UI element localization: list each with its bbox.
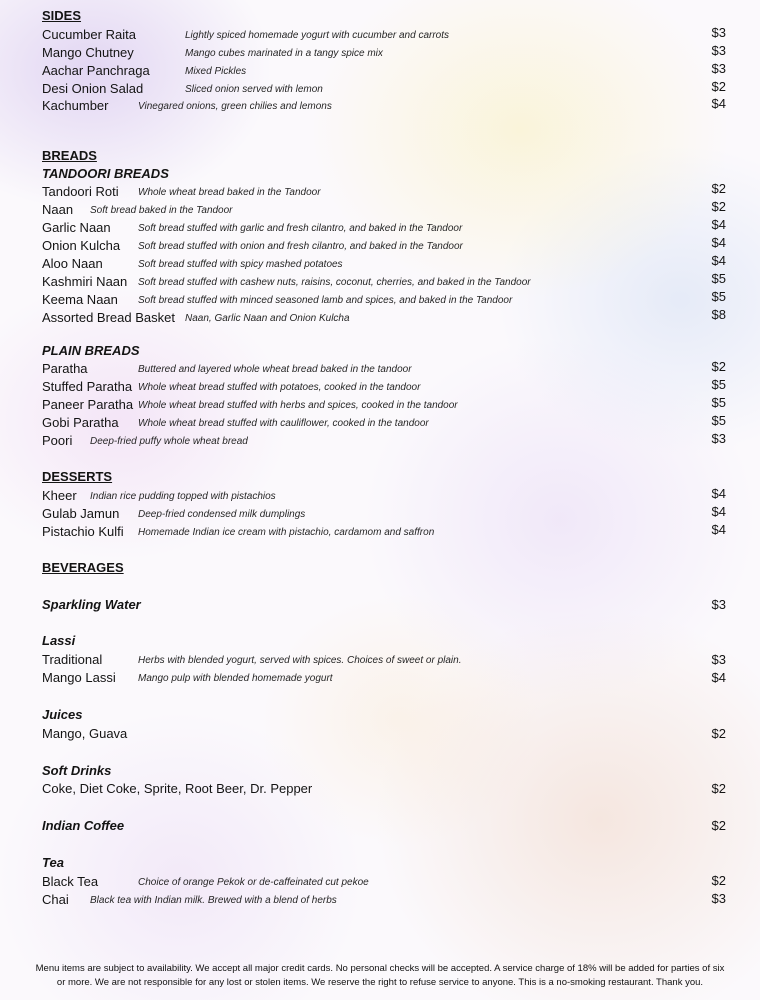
item-description: Whole wheat bread stuffed with cauliflower, cooked in the tandoor <box>138 418 429 429</box>
item-price: $5 <box>711 395 726 410</box>
item-name: Traditional <box>42 652 103 667</box>
item-name: Keema Naan <box>42 292 118 307</box>
footer-line: or more. We are not responsible for any lost or stolen items. We reserve the right to refuse service to anyone. This is a no-smoking restaurant. Thank you. <box>56 977 704 988</box>
item-description: Soft bread stuffed with onion and fresh cilantro, and baked in the Tandoor <box>138 241 463 252</box>
item-description: Sliced onion served with lemon <box>185 84 323 95</box>
item-name: Cucumber Raita <box>42 27 136 42</box>
item-name: Assorted Bread Basket <box>42 310 175 325</box>
item-description: Naan, Garlic Naan and Onion Kulcha <box>185 313 350 324</box>
item-name: Naan <box>42 202 74 217</box>
tandoori-breads-heading: TANDOORI BREADS <box>42 166 169 181</box>
item-description: Deep-fried condensed milk dumplings <box>138 509 306 520</box>
item-price: $3 <box>711 61 726 76</box>
item-price: $3 <box>711 25 726 40</box>
item-name: Kheer <box>42 488 77 503</box>
item-price: $4 <box>711 504 726 519</box>
item-name: Aloo Naan <box>42 256 103 271</box>
item-name: Black Tea <box>42 874 99 889</box>
item-name: Kashmiri Naan <box>42 274 128 289</box>
item-description: Choice of orange Pekok or de-caffeinated cut pekoe <box>138 877 369 888</box>
item-price: $3 <box>711 652 726 667</box>
item-price: $2 <box>711 181 726 196</box>
item-price: $4 <box>711 670 726 685</box>
item-name: Paneer Paratha <box>42 397 134 412</box>
item-price: $4 <box>711 522 726 537</box>
item-description: Mango pulp with blended homemade yogurt <box>138 673 333 684</box>
item-name: Desi Onion Salad <box>42 81 144 96</box>
item-name: Pistachio Kulfi <box>42 524 124 539</box>
item-price: $2 <box>711 79 726 94</box>
item-name: Onion Kulcha <box>42 238 121 253</box>
indian-coffee-heading: Indian Coffee <box>42 818 125 833</box>
item-price: $3 <box>711 43 726 58</box>
item-description: Whole wheat bread stuffed with potatoes, cooked in the tandoor <box>138 382 421 393</box>
footer-line: Menu items are subject to availability. We accept all major credit cards. No personal checks will be accepted. A service charge of 18% will be added for parties of six <box>35 963 725 974</box>
item-price: $4 <box>711 217 726 232</box>
item-description: Soft bread stuffed with minced seasoned lamb and spices, and baked in the Tandoor <box>138 295 513 306</box>
item-name: Poori <box>42 433 73 448</box>
item-name: Tandoori Roti <box>42 184 119 199</box>
item-description: Whole wheat bread stuffed with herbs and spices, cooked in the tandoor <box>138 400 458 411</box>
item-description: Mango cubes marinated in a tangy spice mix <box>185 48 383 59</box>
plain-breads-heading: PLAIN BREADS <box>42 343 140 358</box>
item-price: $2 <box>711 873 726 888</box>
item-price: $5 <box>711 289 726 304</box>
item-description: Indian rice pudding topped with pistachios <box>90 491 276 502</box>
item-price: $2 <box>711 781 726 796</box>
item-price: $2 <box>711 818 726 833</box>
item-description: Soft bread baked in the Tandoor <box>90 205 233 216</box>
item-price: $4 <box>711 253 726 268</box>
footer-notice <box>14 962 746 990</box>
item-description: Mixed Pickles <box>185 66 247 77</box>
breads-heading: BREADS <box>42 148 97 163</box>
item-price: $4 <box>711 235 726 250</box>
item-name: Kachumber <box>42 98 109 113</box>
item-name: Gobi Paratha <box>42 415 119 430</box>
item-description: Herbs with blended yogurt, served with spices. Choices of sweet or plain. <box>138 655 462 666</box>
item-description: Black tea with Indian milk. Brewed with a blend of herbs <box>90 895 337 906</box>
item-price: $5 <box>711 377 726 392</box>
tea-heading: Tea <box>42 855 64 870</box>
item-price: $2 <box>711 726 726 741</box>
item-description: Soft bread stuffed with spicy mashed potatoes <box>138 259 343 270</box>
item-price: $3 <box>711 891 726 906</box>
item-name: Mango Lassi <box>42 670 116 685</box>
item-description: Soft bread stuffed with cashew nuts, raisins, coconut, cherries, and baked in the Tandoor <box>138 277 531 288</box>
item-name: Mango Chutney <box>42 45 134 60</box>
item-name: Mango, Guava <box>42 726 128 741</box>
sparkling-water-heading: Sparkling Water <box>42 597 141 612</box>
item-name: Coke, Diet Coke, Sprite, Root Beer, Dr. Pepper <box>42 781 313 796</box>
item-price: $3 <box>711 431 726 446</box>
item-description: Lightly spiced homemade yogurt with cucumber and carrots <box>185 30 450 41</box>
item-description: Soft bread stuffed with garlic and fresh cilantro, and baked in the Tandoor <box>138 223 463 234</box>
item-price: $5 <box>711 413 726 428</box>
sides-heading: SIDES <box>42 8 82 23</box>
item-name: Aachar Panchraga <box>42 63 150 78</box>
desserts-heading: DESSERTS <box>42 469 113 484</box>
item-name: Paratha <box>42 361 88 376</box>
item-price: $3 <box>711 597 726 612</box>
item-name: Garlic Naan <box>42 220 111 235</box>
item-description: Deep-fried puffy whole wheat bread <box>90 436 248 447</box>
item-price: $2 <box>711 359 726 374</box>
item-description: Buttered and layered whole wheat bread baked in the tandoor <box>138 364 412 375</box>
item-price: $2 <box>711 199 726 214</box>
soft-drinks-heading: Soft Drinks <box>42 763 112 778</box>
item-name: Chai <box>42 892 69 907</box>
item-price: $4 <box>711 486 726 501</box>
item-price: $5 <box>711 271 726 286</box>
beverages-heading: BEVERAGES <box>42 560 124 575</box>
item-name: Gulab Jamun <box>42 506 120 521</box>
item-description: Whole wheat bread baked in the Tandoor <box>138 187 321 198</box>
item-price: $8 <box>711 307 726 322</box>
lassi-heading: Lassi <box>42 633 76 648</box>
juices-heading: Juices <box>42 707 83 722</box>
item-description: Homemade Indian ice cream with pistachio, cardamom and saffron <box>138 527 435 538</box>
item-name: Stuffed Paratha <box>42 379 133 394</box>
item-description: Vinegared onions, green chilies and lemons <box>138 101 332 112</box>
item-price: $4 <box>711 96 726 111</box>
